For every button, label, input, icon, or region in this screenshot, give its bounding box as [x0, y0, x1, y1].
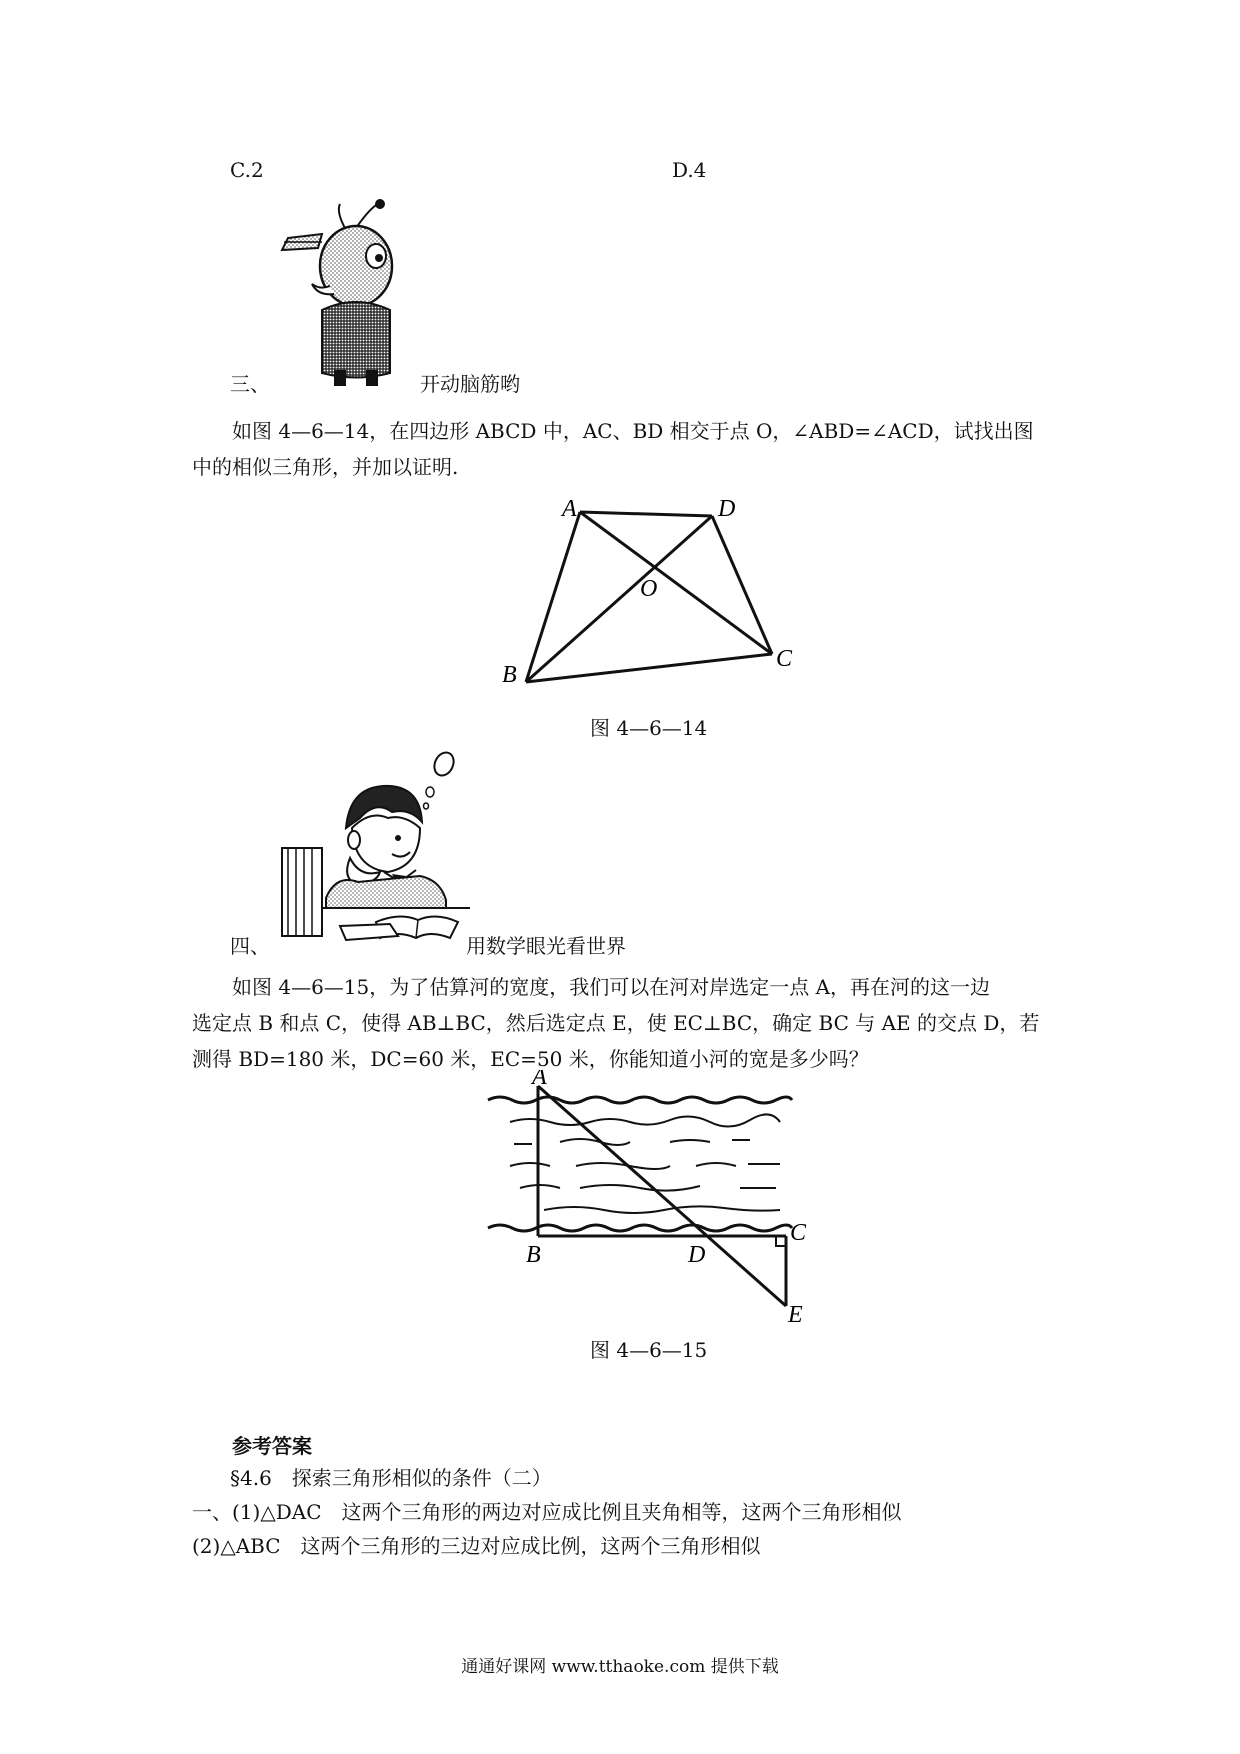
wave-line	[510, 1114, 780, 1126]
segment-ad	[580, 512, 712, 516]
section3-number: 三、	[230, 372, 270, 396]
diagonal-ac	[580, 512, 772, 654]
answer-item-1: 一、(1)△DAC 这两个三角形的两边对应成比例且夹角相等，这两个三角形相似	[192, 1500, 902, 1524]
label-a: A	[532, 1070, 547, 1090]
wave-line	[544, 1206, 780, 1213]
label-a: A	[562, 496, 577, 522]
wave-line	[514, 1139, 750, 1145]
label-c: C	[776, 646, 793, 672]
quadrilateral-figure	[490, 490, 820, 700]
section3-line1: 如图 4—6—14，在四边形 ABCD 中，AC、BD 相交于点 O，∠ABD=∠ACD，试找出图	[232, 419, 1034, 443]
segment-ae	[538, 1086, 786, 1306]
answers-subheading: §4.6 探索三角形相似的条件（二）	[230, 1466, 552, 1490]
wave-line	[520, 1185, 776, 1191]
section4-title: 用数学眼光看世界	[466, 934, 626, 958]
label-e: E	[788, 1302, 803, 1328]
section4-line1: 如图 4—6—15，为了估算河的宽度，我们可以在河对岸选定一点 A，再在河的这一边	[232, 975, 991, 999]
option-d: D.4	[672, 158, 707, 182]
label-o: O	[640, 576, 658, 602]
answer-item-2: (2)△ABC 这两个三角形的三边对应成比例，这两个三角形相似	[192, 1534, 761, 1558]
option-c: C.2	[230, 158, 264, 182]
label-d: D	[688, 1242, 706, 1268]
footer-text: 通通好课网 www.tthaoke.com 提供下载	[461, 1657, 779, 1677]
section4-line3: 测得 BD=180 米，DC=60 米，EC=50 米，你能知道小河的宽是多少吗？	[192, 1047, 869, 1071]
far-shore	[488, 1097, 792, 1103]
label-b: B	[526, 1242, 541, 1268]
section3-title: 开动脑筋哟	[420, 372, 520, 396]
section4-number: 四、	[230, 934, 270, 958]
label-c: C	[790, 1220, 807, 1246]
figure-caption-14: 图 4—6—14	[590, 716, 708, 740]
section4-line2: 选定点 B 和点 C，使得 AB⊥BC，然后选定点 E，使 EC⊥BC，确定 BC 与 AE 的交点 D，若	[192, 1011, 1040, 1035]
label-d: D	[718, 496, 736, 522]
cartoon-ant-illustration	[278, 198, 418, 388]
wave-line	[510, 1163, 780, 1169]
near-shore	[488, 1225, 792, 1231]
label-b: B	[502, 662, 517, 688]
section3-line2: 中的相似三角形，并加以证明.	[192, 455, 459, 479]
river-figure	[480, 1070, 820, 1330]
figure-caption-15: 图 4—6—15	[590, 1338, 708, 1362]
thinking-boy-illustration	[280, 748, 480, 948]
segment-bc	[526, 654, 772, 682]
answers-heading: 参考答案	[232, 1434, 312, 1458]
